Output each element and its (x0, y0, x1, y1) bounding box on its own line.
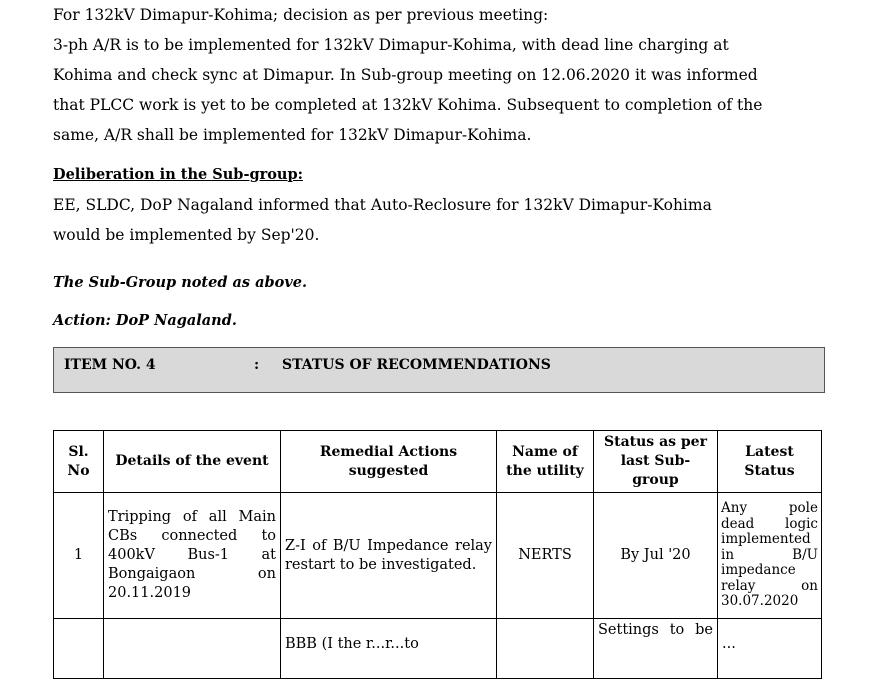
noted-text: The Sub-Group noted as above. (53, 274, 308, 291)
paragraph-line: same, A/R shall be implemented for 132kV Dimapur-Kohima. (53, 126, 532, 144)
cell-sl: 1 (54, 493, 104, 619)
cell-last-status: By Jul '20 (594, 493, 718, 619)
table-header-row (54, 431, 822, 493)
status-table (53, 430, 822, 679)
cell-latest-status: Any pole dead logic implemented in B/U impedance relay on 30.07.2020 (718, 493, 822, 619)
table-row (54, 493, 822, 619)
action-text: Action: DoP Nagaland. (53, 312, 237, 329)
cell-utility: NERTS (497, 493, 594, 619)
paragraph-line: that PLCC work is yet to be completed at 132kV Kohima. Subsequent to completion of the (53, 96, 763, 114)
paragraph-line: Kohima and check sync at Dimapur. In Sub-group meeting on 12.06.2020 it was informed (53, 66, 758, 84)
cell-sl (54, 619, 104, 679)
cell-latest-status: ... (718, 619, 822, 679)
cell-utility (497, 619, 594, 679)
table-row (54, 619, 822, 679)
item-colon: : (254, 357, 260, 373)
deliberation-line: would be implemented by Sep'20. (53, 226, 320, 244)
header-latest-status: Latest Status (718, 431, 822, 493)
cell-remedial: BBB (I the r...r...to (281, 619, 497, 679)
cell-last-status: Settings to be (594, 619, 718, 679)
header-utility: Name of the utility (497, 431, 594, 493)
cell-details: Tripping of all Main CBs connected to 400kV Bus-1 at Bongaigaon on 20.11.2019 (104, 493, 281, 619)
item-heading-box (53, 347, 825, 393)
header-sl-no: Sl. No (54, 431, 104, 493)
header-details: Details of the event (104, 431, 281, 493)
paragraph-line: For 132kV Dimapur-Kohima; decision as per previous meeting: (53, 6, 549, 24)
cell-remedial: Z-I of B/U Impedance relay restart to be investigated. (281, 493, 497, 619)
cell-details (104, 619, 281, 679)
deliberation-line: EE, SLDC, DoP Nagaland informed that Auto-Reclosure for 132kV Dimapur-Kohima (53, 196, 712, 214)
item-title: STATUS OF RECOMMENDATIONS (282, 357, 551, 373)
item-number: ITEM NO. 4 (64, 357, 156, 373)
paragraph-line: 3-ph A/R is to be implemented for 132kV Dimapur-Kohima, with dead line charging at (53, 36, 729, 54)
deliberation-heading: Deliberation in the Sub-group: (53, 166, 303, 183)
header-last-status: Status as per last Sub-group (594, 431, 718, 493)
header-remedial: Remedial Actions suggested (281, 431, 497, 493)
